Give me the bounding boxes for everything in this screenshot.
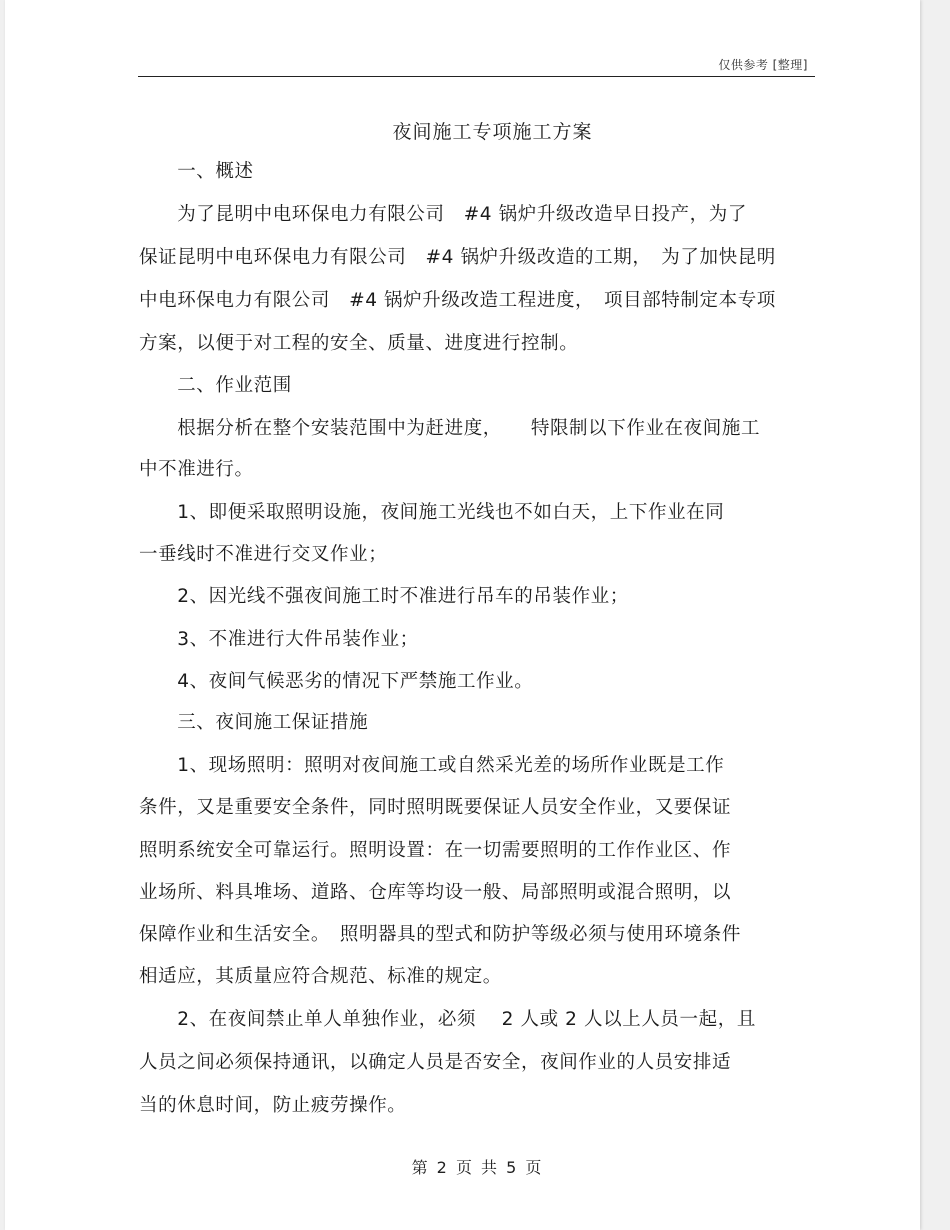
section-heading: 一、概述	[139, 161, 254, 182]
paragraph-line: 方案，以便于对工程的安全、质量、进度进行控制。	[139, 333, 579, 354]
paragraph-line: 保障作业和生活安全。 照明器具的型式和防护等级必须与使用环境条件	[139, 924, 741, 945]
paragraph-line: 业场所、料具堆场、道路、仓库等均设一般、局部照明或混合照明，以	[139, 882, 732, 903]
paragraph-line: 为了昆明中电环保电力有限公司 #4 锅炉升级改造早日投产，为了	[139, 204, 747, 225]
paragraph-line: 1、现场照明：照明对夜间施工或自然采光差的场所作业既是工作	[139, 755, 725, 776]
paragraph-line: 当的休息时间，防止疲劳操作。	[139, 1095, 407, 1116]
document-title: 夜间施工专项施工方案	[392, 121, 593, 143]
list-item-line: 4、夜间气候恶劣的情况下严禁施工作业。	[139, 671, 534, 692]
document-page	[5, 0, 920, 1230]
paragraph-line: 中不准进行。	[139, 459, 254, 480]
list-item-line: 1、即便采取照明设施，夜间施工光线也不如白天，上下作业在同	[139, 502, 725, 523]
paragraph-line: 2、在夜间禁止单人单独作业，必须 2 人或 2 人以上人员一起，且	[139, 1009, 756, 1030]
paragraph-line: 条件，又是重要安全条件，同时照明既要保证人员安全作业，又要保证	[139, 797, 732, 818]
paragraph-line: 人员之间必须保持通讯，以确定人员是否安全，夜间作业的人员安排适	[139, 1052, 732, 1073]
section-heading: 二、作业范围	[139, 375, 292, 396]
page-number: 第 2 页 共 5 页	[411, 1158, 544, 1177]
paragraph-line: 照明系统安全可靠运行。照明设置：在一切需要照明的工作作业区、作	[139, 840, 732, 861]
paragraph-line: 相适应，其质量应符合规范、标准的规定。	[139, 966, 502, 987]
list-item-line: 3、不准进行大件吊装作业；	[139, 629, 419, 650]
list-item-line: 一垂线时不准进行交叉作业；	[139, 544, 388, 565]
list-item-line: 2、因光线不强夜间施工时不准进行吊车的吊装作业；	[139, 586, 629, 607]
section-heading: 三、夜间施工保证措施	[139, 712, 369, 733]
header-note: 仅供参考 [整理]	[718, 58, 808, 72]
paragraph-line: 根据分析在整个安装范围中为赶进度， 特限制以下作业在夜间施工	[139, 418, 761, 439]
paragraph-line: 保证昆明中电环保电力有限公司 #4 锅炉升级改造的工期， 为了加快昆明	[139, 247, 776, 268]
header-divider	[138, 76, 815, 77]
paragraph-line: 中电环保电力有限公司 #4 锅炉升级改造工程进度， 项目部特制定本专项	[139, 290, 776, 311]
